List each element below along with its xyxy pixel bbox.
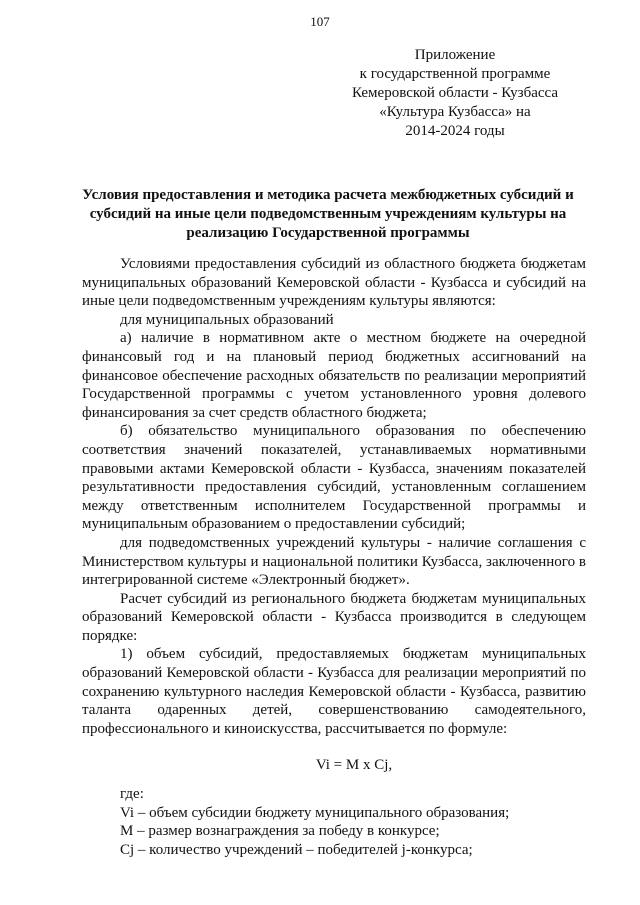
paragraph: Расчет субсидий из регионального бюджета бюджетам муниципальных образований Кемеровской области - Кузбасса производится в следующем порядке: (82, 590, 586, 644)
paragraph: 1) объем субсидий, предоставляемых бюджетам муниципальных образований Кемеровской области - Кузбасса для реализации мероприятий по сохранению культурного наследия Кемеровской области - Кузбасса, развитию таланта одаренных детей, совершенствованию самодеятельного, профессионального и киноискусства, рассчитывается по формуле: (82, 646, 586, 737)
document-body (82, 255, 586, 859)
formula: Vi = M x Cj, (315, 757, 393, 774)
page-number: 107 (310, 14, 330, 29)
appendix-line: к государственной программе (359, 66, 551, 82)
appendix-line: Приложение (414, 47, 496, 63)
document-title: Условия предоставления и методика расчета межбюджетных субсидий и субсидий на иные цели подведомственным учреждениям культуры на реализацию Государственной программы (82, 187, 574, 241)
definition-item: Vi – объем субсидии бюджету муниципального образования; (120, 804, 510, 821)
appendix-header (330, 46, 580, 141)
appendix-line: Кемеровской области - Кузбасса (351, 85, 559, 101)
where-label: где: (120, 786, 144, 803)
paragraph: для подведомственных учреждений культуры - наличие соглашения с Министерством культуры и национальной политики Кузбасса, заключенного в интегрированной системе «Электронный бюджет». (82, 534, 586, 589)
definition-item: Cj – количество учреждений – победителей j-конкурса; (120, 841, 473, 858)
appendix-line: «Культура Кузбасса» на (379, 104, 531, 120)
definition-item: M – размер вознаграждения за победу в конкурсе; (120, 823, 440, 840)
paragraph: Условиями предоставления субсидий из областного бюджета бюджетам муниципальных образований Кемеровской области - Кузбасса и субсидий на иные цели подведомственным учреждениям культуры являются: (82, 256, 586, 310)
appendix-line: 2014-2024 годы (405, 123, 505, 139)
paragraph: а) наличие в нормативном акте о местном бюджете на очередной финансовый год и на плановый период бюджетных ассигнований на финансовое обеспечение расходных обязательств по реализации мероприятий Государственной программы с учетом установленного уровня долевого финансирования за счет средств областного бюджета; (82, 330, 586, 421)
paragraph: б) обязательство муниципального образования по обеспечению соответствия значений показателей, устанавливаемых нормативными правовыми актами Кемеровской области - Кузбасса, значениям показателей результативности предоставления субсидий, установленным соглашением между ответственным исполнителем Государственной программы и муниципальным образованием о предоставлении субсидий; (82, 423, 586, 533)
paragraph: для муниципальных образований (120, 311, 334, 328)
